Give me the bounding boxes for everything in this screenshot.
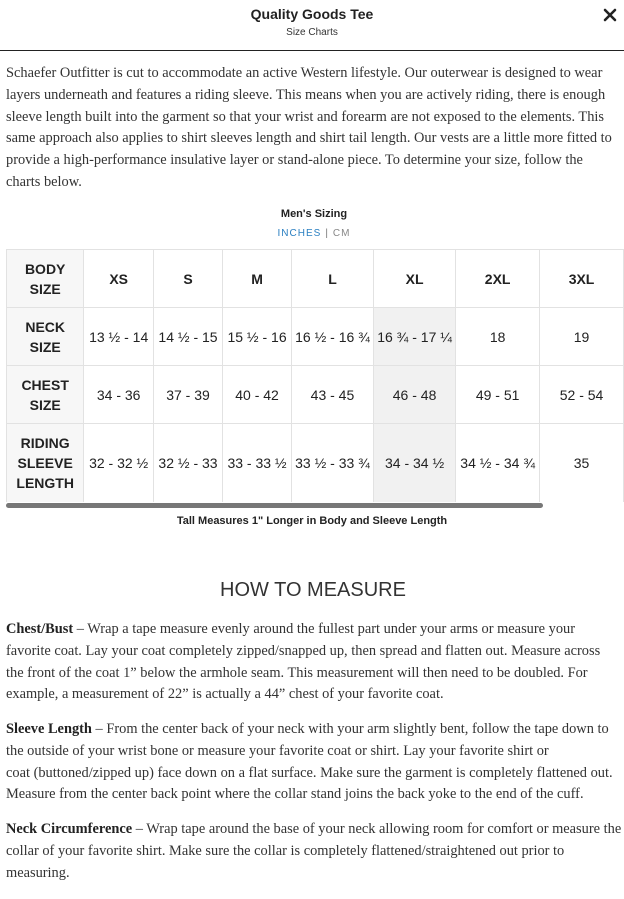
- table-cell: 33 ½ - 33 ¾: [292, 424, 374, 503]
- table-cell: 32 ½ - 33: [153, 424, 222, 503]
- size-header: M: [223, 250, 292, 308]
- table-row: [7, 308, 624, 366]
- size-table: [6, 249, 624, 502]
- unit-toggle: [0, 228, 624, 239]
- size-header: 3XL: [540, 250, 624, 308]
- chest-bust-instructions: Chest/Bust – Wrap a tape measure evenly around the fullest part under your arms or measure your favorite coat. Lay your coat completely zipped/snapped up, then spread and flatten out. Measure across the front of the coat 1” below the armhole seam. This measurement will then need to be doubled. For example, a measurement of 22” is actually a 44” chest of your favorite coat.: [6, 621, 601, 703]
- neck-circumference-instructions: Neck Circumference – Wrap tape around the base of your neck allowing room for comfort or measure the collar of your favorite shirt. Make sure the collar is completely flattened/straightened out prior to measuring.: [6, 821, 622, 881]
- table-cell: 34 ½ - 34 ¾: [456, 424, 540, 503]
- inches-toggle[interactable]: INCHES: [277, 228, 322, 239]
- table-cell: 14 ½ - 15: [153, 308, 222, 366]
- table-cell: 34 - 34 ½: [373, 424, 455, 503]
- close-icon: [603, 8, 617, 22]
- table-cell: 43 - 45: [292, 366, 374, 424]
- table-cell: 34 - 36: [84, 366, 154, 424]
- size-header: L: [292, 250, 374, 308]
- table-horizontal-scrollbar[interactable]: [6, 503, 543, 508]
- size-header: XS: [84, 250, 154, 308]
- table-cell: 18: [456, 308, 540, 366]
- close-button[interactable]: [599, 4, 621, 26]
- size-table-scroll[interactable]: [6, 249, 624, 502]
- table-cell: 15 ½ - 16: [223, 308, 292, 366]
- modal-header: [0, 0, 624, 51]
- size-header: XL: [373, 250, 455, 308]
- table-cell: 19: [540, 308, 624, 366]
- table-cell: 46 - 48: [373, 366, 455, 424]
- table-row: [7, 366, 624, 424]
- chest-bust-term: Chest/Bust: [6, 621, 74, 637]
- neck-circumference-term: Neck Circumference: [6, 821, 133, 837]
- tall-measures-note: Tall Measures 1" Longer in Body and Sleeve Length: [176, 515, 448, 527]
- size-header: S: [153, 250, 222, 308]
- table-row: [7, 424, 624, 503]
- intro-paragraph: Schaefer Outfitter is cut to accommodate an active Western lifestyle. Our outerwear is designed to wear layers underneath and features a riding sleeve. This means when you are actively riding, there is enough sleeve length built into the garment so that your wrist and forearm are not exposed to the elements. This same approach also applies to shirt sleeves length and shirt tail length. Our vests are a little more fitted to provide a high-performance insulative layer or stand-alone piece. To determine your size, follow the charts below.: [6, 65, 612, 190]
- table-cell: 13 ½ - 14: [84, 308, 154, 366]
- table-row: [7, 250, 624, 308]
- modal-subtitle: Size Charts: [286, 27, 338, 38]
- size-header: 2XL: [456, 250, 540, 308]
- mens-sizing-title: Men's Sizing: [280, 208, 348, 220]
- sleeve-length-instructions: Sleeve Length – From the center back of your neck with your arm slightly bent, follow the tape down to the outside of your wrist bone or measure your favorite coat or shirt. Lay your favorite shirt or coat (buttoned/zipped up) face down on a flat surface. Make sure the garment is completely flattened out. Measure from the center back point where the collar stand joins the back yoke to the end of the cuff.: [6, 721, 613, 803]
- body-size-header: BODY SIZE: [7, 250, 84, 308]
- table-cell: 52 - 54: [540, 366, 624, 424]
- table-cell: 35: [540, 424, 624, 503]
- riding-sleeve-length-label: RIDING SLEEVE LENGTH: [7, 424, 84, 503]
- table-cell: 32 - 32 ½: [84, 424, 154, 503]
- table-cell: 40 - 42: [223, 366, 292, 424]
- neck-size-label: NECK SIZE: [7, 308, 84, 366]
- product-title: Quality Goods Tee: [250, 6, 374, 22]
- cm-toggle[interactable]: CM: [332, 228, 351, 239]
- table-cell: 16 ¾ - 17 ¼: [373, 308, 455, 366]
- chest-size-label: CHEST SIZE: [7, 366, 84, 424]
- table-cell: 37 - 39: [153, 366, 222, 424]
- unit-separator: |: [325, 228, 329, 239]
- table-cell: 49 - 51: [456, 366, 540, 424]
- sleeve-length-term: Sleeve Length: [6, 721, 92, 737]
- table-cell: 33 - 33 ½: [223, 424, 292, 503]
- how-to-measure-title: HOW TO MEASURE: [220, 579, 406, 601]
- table-cell: 16 ½ - 16 ¾: [292, 308, 374, 366]
